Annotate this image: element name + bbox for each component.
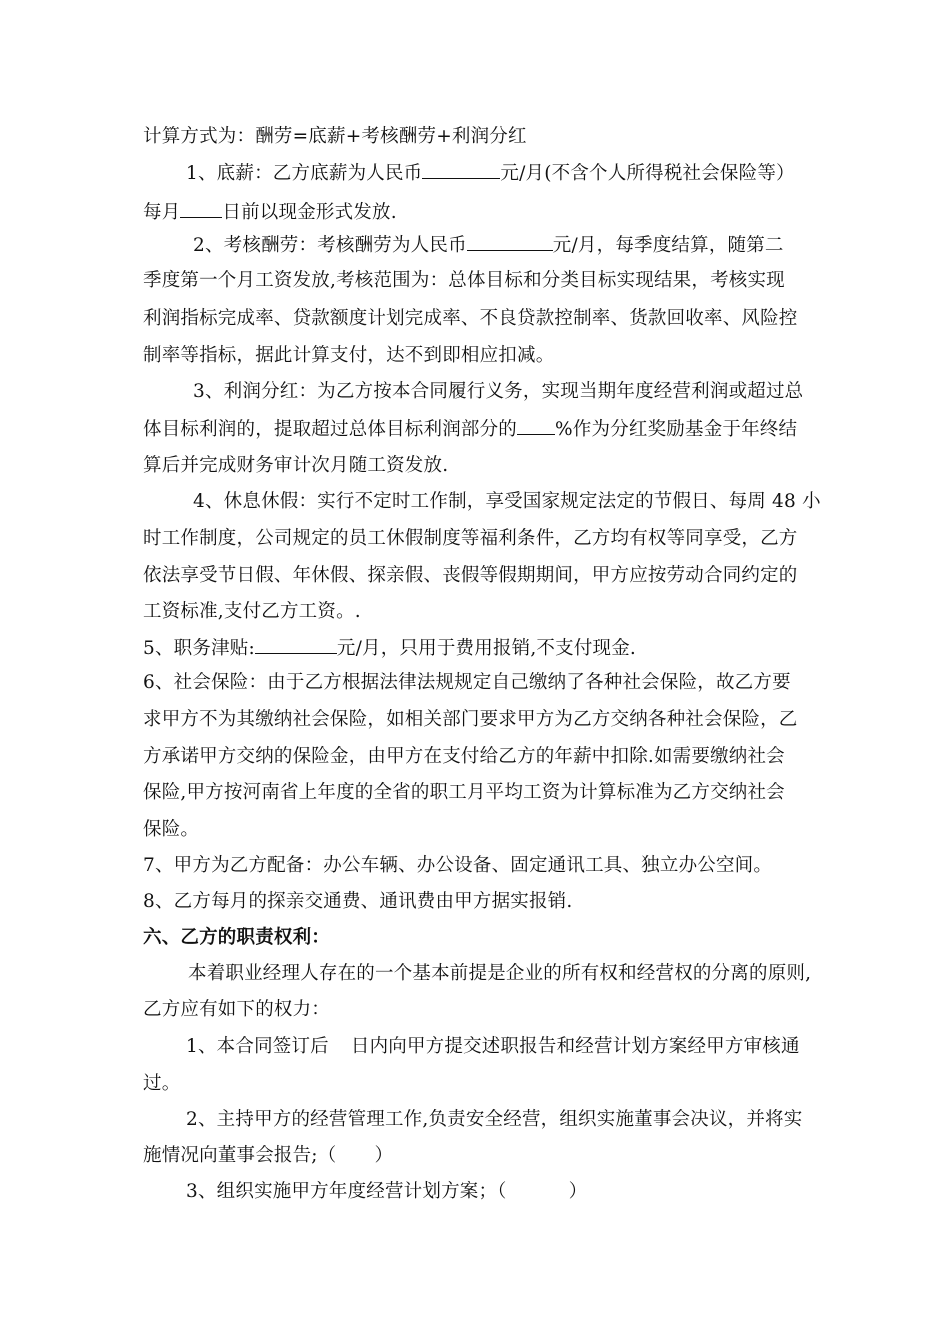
text: 过。	[143, 1073, 181, 1094]
performance-pay-clause	[193, 232, 784, 259]
text: 体目标利润的，提取超过总体目标利润部分的	[143, 419, 518, 440]
insurance-line-4	[143, 780, 785, 806]
text: 求甲方不为其缴纳社会保险，如相关部门要求甲方为乙方交纳各种社会保险，乙	[143, 709, 798, 730]
text: %作为分红奖励基金于年终结	[555, 419, 798, 440]
text: 3、组织实施甲方年度经营计划方案；（	[186, 1181, 507, 1202]
right-2-line-2	[143, 1143, 393, 1169]
text: 保险。	[143, 819, 200, 840]
text: ）	[568, 1181, 588, 1202]
text: 3、利润分红：为乙方按本合同履行义务，实现当期年度经营利润或超过总	[193, 381, 804, 402]
text: 方承诺甲方交纳的保险金，由甲方在支付给乙方的年薪中扣除.如需要缴纳社会	[143, 746, 785, 767]
text: 日前以现金形式发放.	[222, 202, 397, 223]
text: 6、社会保险：由于乙方根据法律法规规定自己缴纳了各种社会保险，故乙方要	[143, 672, 791, 693]
text: 利润指标完成率、贷款额度计划完成率、不良贷款控制率、货款回收率、风险控	[143, 308, 798, 329]
text: 元/月(不含个人所得税社会保险等）	[500, 163, 795, 184]
leave-line-3	[143, 563, 798, 589]
leave-clause	[193, 489, 821, 515]
text: 元/月，每季度结算，随第二	[552, 235, 784, 256]
text: ）	[374, 1145, 394, 1166]
text: 时工作制度，公司规定的员工休假制度等福利条件，乙方均有权等同享受，乙方	[143, 528, 798, 549]
expense-clause	[143, 889, 572, 915]
insurance-line-2	[143, 707, 798, 733]
leave-line-4	[143, 599, 361, 625]
profit-share-line-2	[143, 416, 797, 443]
day-blank	[180, 199, 222, 218]
percent-blank	[517, 416, 555, 435]
salary-formula	[143, 124, 527, 150]
text: 本着职业经理人存在的一个基本前提是企业的所有权和经营权的分离的原则,	[188, 963, 812, 984]
text: 1、本合同签订后	[186, 1036, 329, 1057]
text: 依法享受节日假、年休假、探亲假、丧假等假期期间，甲方应按劳动合同约定的	[143, 565, 798, 586]
insurance-line-3	[143, 744, 785, 770]
text: 每月	[143, 202, 181, 223]
allowance-clause	[143, 635, 636, 662]
text: 制率等指标，据此计算支付，达不到即相应扣减。	[143, 345, 555, 366]
text: 元/月，只用于费用报销,不支付现金.	[336, 638, 637, 659]
text: 日内向甲方提交述职报告和经营计划方案经甲方审核通	[350, 1036, 800, 1057]
base-salary-clause	[186, 160, 795, 187]
text: 2、主持甲方的经营管理工作,负责安全经营，组织实施董事会决议，并将实	[186, 1109, 803, 1130]
section-heading	[143, 925, 330, 951]
insurance-clause	[143, 670, 791, 696]
performance-pay-line-2	[143, 268, 785, 294]
text: 施情况向董事会报告;（	[143, 1145, 337, 1166]
performance-pay-line-3	[143, 306, 798, 332]
text: 5、职务津贴:	[143, 638, 255, 659]
performance-pay-line-4	[143, 343, 554, 369]
profit-share-clause	[193, 379, 803, 405]
text: 计算方式为：酬劳=底薪+考核酬劳+利润分红	[143, 126, 527, 147]
text: 8、乙方每月的探亲交通费、通讯费由甲方据实报销.	[143, 891, 573, 912]
text: 季度第一个月工资发放,考核范围为：总体目标和分类目标实现结果，考核实现	[143, 270, 785, 291]
text: 六、乙方的职责权利：	[143, 927, 331, 948]
right-1-line-2	[143, 1071, 180, 1097]
text: 保险,甲方按河南省上年度的全省的职工月平均工资为计算标准为乙方交纳社会	[143, 782, 785, 803]
right-2	[186, 1107, 802, 1133]
amount-blank	[467, 232, 553, 251]
rights-intro	[188, 961, 811, 987]
text: 算后并完成财务审计次月随工资发放.	[143, 455, 449, 476]
text: 4、休息休假：实行不定时工作制，享受国家规定法定的节假日、每周 48 小	[193, 491, 821, 512]
text: 2、考核酬劳：考核酬劳为人民币	[193, 235, 467, 256]
amount-blank	[255, 635, 337, 654]
right-3	[186, 1179, 587, 1205]
leave-line-2	[143, 526, 798, 552]
equipment-clause	[143, 853, 772, 879]
base-salary-clause-cont	[143, 199, 397, 226]
insurance-line-5	[143, 817, 199, 843]
text: 乙方应有如下的权力：	[143, 999, 331, 1020]
amount-blank	[422, 160, 500, 179]
text: 7、甲方为乙方配备：办公车辆、办公设备、固定通讯工具、独立办公空间。	[143, 855, 773, 876]
rights-intro-line-2	[143, 997, 330, 1023]
right-1	[186, 1034, 800, 1060]
profit-share-line-3	[143, 453, 448, 479]
text: 工资标准,支付乙方工资。.	[143, 601, 361, 622]
text: 1、底薪：乙方底薪为人民币	[186, 163, 423, 184]
